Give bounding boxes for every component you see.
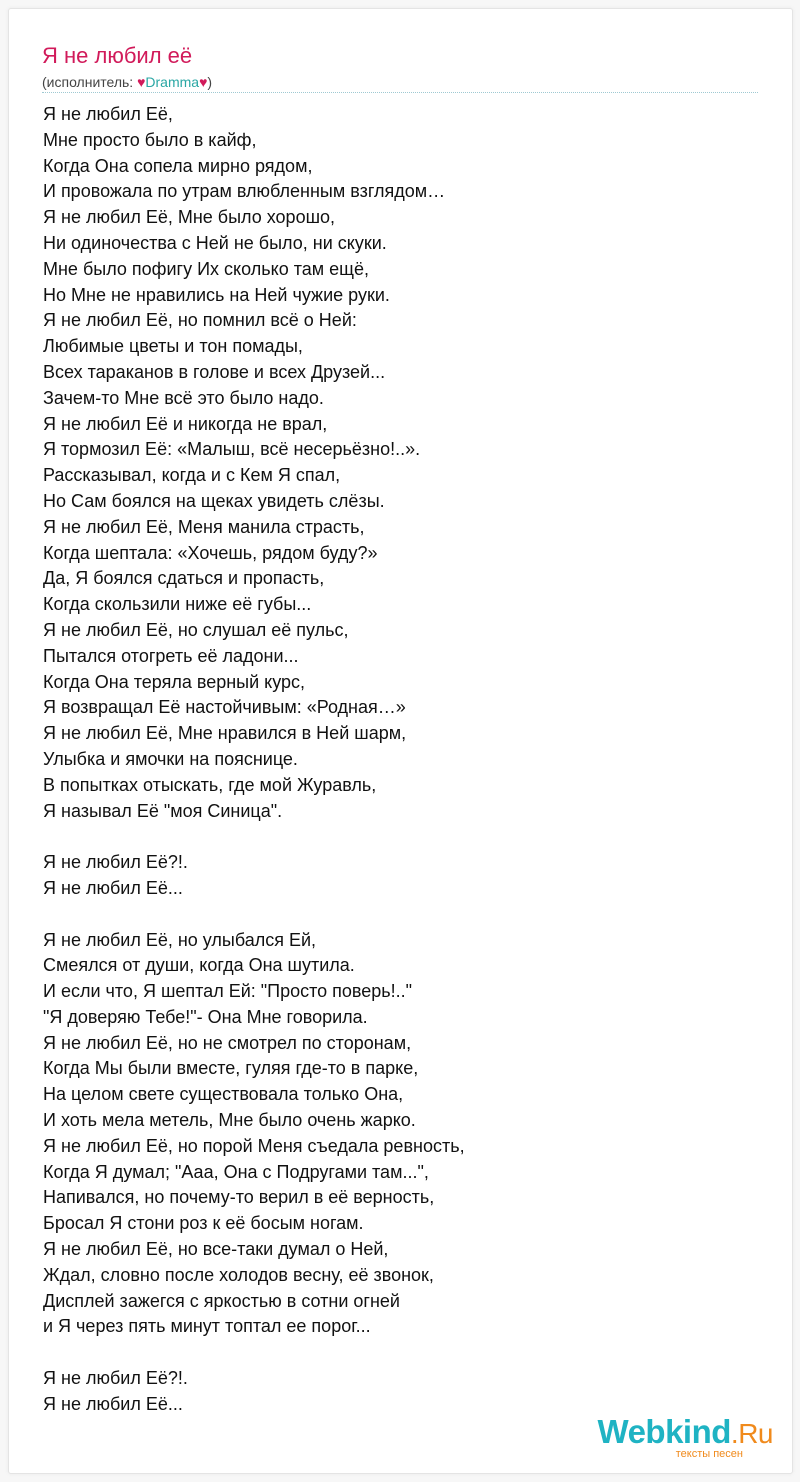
lyric-line: Я не любил Её, но улыбался Ей, — [43, 929, 317, 950]
lyric-line: Но Сам боялся на щеках увидеть слёзы. — [43, 490, 385, 511]
lyric-line: В попытках отыскать, где мой Журавль, — [43, 774, 377, 795]
lyric-line: Но Мне не нравились на Ней чужие руки. — [43, 284, 390, 305]
title-divider — [42, 92, 758, 93]
lyric-line: Ждал, словно после холодов весну, её звонок, — [43, 1264, 434, 1285]
lyric-line: Мне было пофигу Их сколько там ещё, — [43, 258, 369, 279]
artist-link[interactable] — [137, 74, 207, 90]
lyric-line: Всех тараканов в голове и всех Друзей... — [43, 361, 386, 382]
lyric-line: Я не любил Её?!. — [43, 852, 188, 873]
lyric-line: Когда Я думал; "Ааа, Она с Подругами там...", — [43, 1161, 429, 1182]
site-logo[interactable] — [583, 1414, 773, 1464]
artist-suffix: ) — [207, 74, 213, 90]
lyric-line: Я возвращал Её настойчивым: «Родная…» — [43, 697, 406, 718]
lyrics-stanza — [43, 850, 763, 902]
lyric-line: Я не любил Её, но слушал её пульс, — [43, 619, 349, 640]
lyric-line: Я не любил Её и никогда не врал, — [43, 413, 328, 434]
logo-wordmark — [583, 1414, 773, 1452]
artist-name: Dramma — [145, 74, 200, 90]
lyric-line: Любимые цветы и тон помады, — [43, 336, 303, 357]
lyric-line: Я не любил Её?!. — [43, 1368, 188, 1389]
lyrics-stanza — [43, 102, 763, 824]
lyric-line: Ни одиночества с Ней не было, ни скуки. — [43, 232, 387, 253]
heart-icon: ♥ — [199, 74, 208, 90]
lyric-line: Да, Я боялся сдаться и пропасть, — [43, 568, 325, 589]
lyric-line: Я не любил Её, но не смотрел по сторонам, — [43, 1032, 412, 1053]
song-title: Я не любил её — [42, 43, 193, 68]
heart-icon: ♥ — [137, 74, 146, 90]
lyric-line: Я не любил Её, но все-таки думал о Ней, — [43, 1239, 389, 1260]
lyric-line: "Я доверяю Тебе!"- Она Мне говорила. — [43, 1006, 368, 1027]
lyric-line: и Я через пять минут топтал ее порог... — [43, 1316, 371, 1337]
lyrics-stanza — [43, 928, 763, 1341]
lyric-line: Зачем-то Мне всё это было надо. — [43, 387, 324, 408]
lyrics-stanza — [43, 1366, 763, 1418]
lyric-line: Когда скользили ниже её губы... — [43, 594, 312, 615]
lyric-line: Напивался, но почему-то верил в её верность, — [43, 1187, 435, 1208]
lyric-line: Когда Она сопела мирно рядом, — [43, 155, 313, 176]
lyric-line: Я тормозил Её: «Малыш, всё несерьёзно!..». — [43, 439, 421, 460]
logo-name: Webkind — [597, 1413, 731, 1450]
lyric-line: И если что, Я шептал Ей: "Просто поверь!.." — [43, 981, 413, 1002]
logo-subtitle: тексты песен — [675, 1448, 743, 1460]
lyric-line: И хоть мела метель, Мне было очень жарко. — [43, 1110, 416, 1131]
lyric-line: Когда Мы были вместе, гуляя где-то в парке, — [43, 1058, 419, 1079]
lyric-line: Я не любил Её, Мне нравился в Ней шарм, — [43, 723, 407, 744]
lyric-line: Я называл Её "моя Синица". — [43, 800, 283, 821]
lyric-line: Я не любил Её, — [43, 104, 173, 124]
lyric-line: Когда Она теряла верный курс, — [43, 671, 306, 692]
lyric-line: Я не любил Её, но порой Меня съедала ревность, — [43, 1135, 465, 1156]
lyric-line: Дисплей зажегся с яркостью в сотни огней — [43, 1290, 400, 1311]
lyric-line: Бросал Я стони роз к её босым ногам. — [43, 1213, 364, 1234]
artist-line — [42, 73, 212, 91]
lyric-line: Я не любил Её, Мне было хорошо, — [43, 207, 336, 228]
lyric-line: Улыбка и ямочки на пояснице. — [43, 748, 298, 769]
lyric-line: На целом свете существовала только Она, — [43, 1084, 404, 1105]
lyric-line: Я не любил Её, Меня манила страсть, — [43, 516, 365, 537]
lyric-line: Я не любил Её... — [43, 1393, 183, 1414]
lyrics-text — [43, 102, 763, 1418]
logo-tld: .Ru — [730, 1418, 773, 1449]
lyric-line: Я не любил Её, но помнил всё о Ней: — [43, 310, 357, 331]
lyric-line: Когда шептала: «Хочешь, рядом буду?» — [43, 542, 378, 563]
lyric-line: И провожала по утрам влюбленным взглядом… — [43, 181, 446, 202]
lyric-line: Смеялся от души, когда Она шутила. — [43, 955, 355, 976]
lyric-line: Рассказывал, когда и с Кем Я спал, — [43, 465, 341, 486]
artist-prefix: (исполнитель: — [42, 74, 138, 90]
lyric-line: Я не любил Её... — [43, 877, 183, 898]
lyric-line: Пытался отогреть её ладони... — [43, 645, 299, 666]
lyric-line: Мне просто было в кайф, — [43, 129, 257, 150]
